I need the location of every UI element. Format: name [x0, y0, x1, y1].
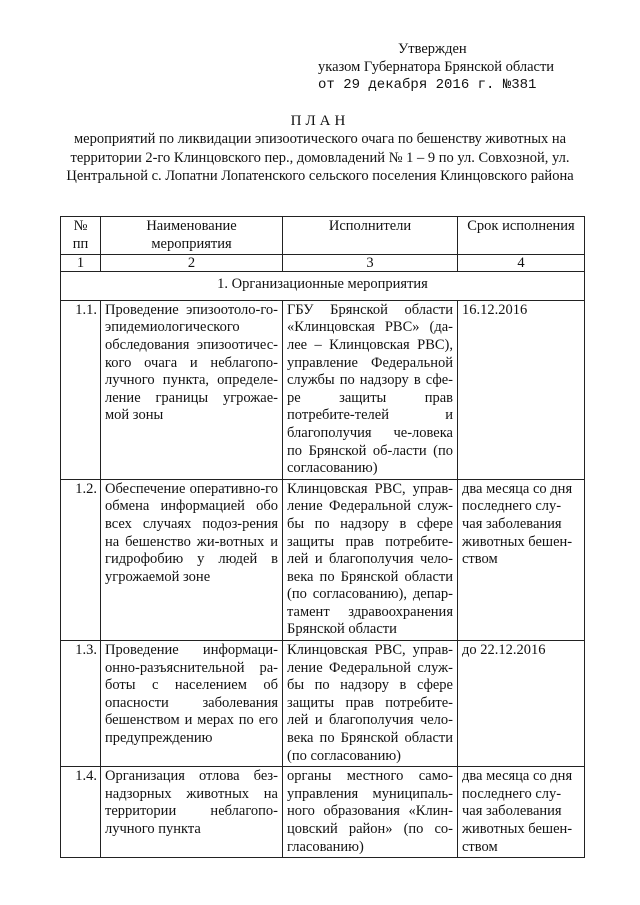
row-num: 1.4.	[61, 767, 101, 858]
plan-table	[60, 216, 585, 858]
col-number: 1	[61, 255, 101, 272]
row-num: 1.2.	[61, 479, 101, 640]
table-row	[61, 300, 585, 479]
row-exec: ГБУ Брянской области «Клинцовская РВС» (да-лее – Клинцовская РВС), управление Федеральной службы по надзору в сфе-ре защиты прав потребите-телей и благополучия че-ловека по Брянской об-ласти (по согласованию)	[283, 300, 458, 479]
approval-stamp	[318, 40, 588, 94]
header-cell-term: Срок исполнения	[458, 217, 585, 255]
section-row	[61, 272, 585, 301]
col-number: 3	[283, 255, 458, 272]
header-cell-exec: Исполнители	[283, 217, 458, 255]
header-cell-name: Наименование мероприятия	[101, 217, 283, 255]
header-cell-num: № пп	[61, 217, 101, 255]
row-exec: Клинцовская РВС, управ-ление Федеральной служ-бы по надзору в сфере защиты прав потребите-лей и благополучия чело-века по Брянской области (по согласованию)	[283, 641, 458, 767]
plan-subtitle: мероприятий по ликвидации эпизоотического очага по бешенству животных на территории 2-го Клинцовского пер., домовладений № 1 – 9 по ул. Совхозной, ул. Центральной с. Лопатни Лопатенского сельского поселения Клинцовского района	[66, 131, 574, 184]
approval-line-1: Утвержден	[398, 41, 467, 57]
col-number: 2	[101, 255, 283, 272]
row-term: два месяца со дня последнего слу-чая заболевания животных бешен-ством	[458, 767, 585, 858]
row-num: 1.3.	[61, 641, 101, 767]
row-term: 16.12.2016	[458, 300, 585, 479]
plan-title: ПЛАН	[290, 113, 350, 129]
row-term: два месяца со дня последнего слу-чая заболевания животных бешен-ством	[458, 479, 585, 640]
row-name: Проведение эпизоотоло-го-эпидемиологического обследования эпизоотичес-кого очага и неблагопо-лучного пункта, определе-ление границы угрожае-мой зоны	[101, 300, 283, 479]
approval-line-2: указом Губернатора Брянской области	[318, 59, 555, 75]
row-name: Проведение информаци-онно-разъяснительной ра-боты с населением об опасности заболевания бешенством и мерах по его предупреждению	[101, 641, 283, 767]
table-row	[61, 641, 585, 767]
table-header-row	[61, 217, 585, 255]
col-number: 4	[458, 255, 585, 272]
table-row	[61, 479, 585, 640]
row-exec: органы местного само-управления муниципаль-ного образования «Клин-цовский район» (по со-гласованию)	[283, 767, 458, 858]
approval-line-3: от 29 декабря 2016 г. №381	[318, 77, 537, 93]
column-number-row	[61, 255, 585, 272]
row-exec: Клинцовская РВС, управ-ление Федеральной служ-бы по надзору в сфере защиты прав потребите-лей и благополучия чело-века по Брянской области (по согласованию), депар-тамент здравоохранения Брянской области	[283, 479, 458, 640]
table-row	[61, 767, 585, 858]
row-name: Организация отлова без-надзорных животных на территории неблагопо-лучного пункта	[101, 767, 283, 858]
row-num: 1.1.	[61, 300, 101, 479]
row-term: до 22.12.2016	[458, 641, 585, 767]
section-title: 1. Организационные мероприятия	[61, 272, 585, 301]
row-name: Обеспечение оперативно-го обмена информацией обо всех случаях подоз-рения на бешенство жи-вотных и гидрофобию у людей в угрожаемой зоне	[101, 479, 283, 640]
